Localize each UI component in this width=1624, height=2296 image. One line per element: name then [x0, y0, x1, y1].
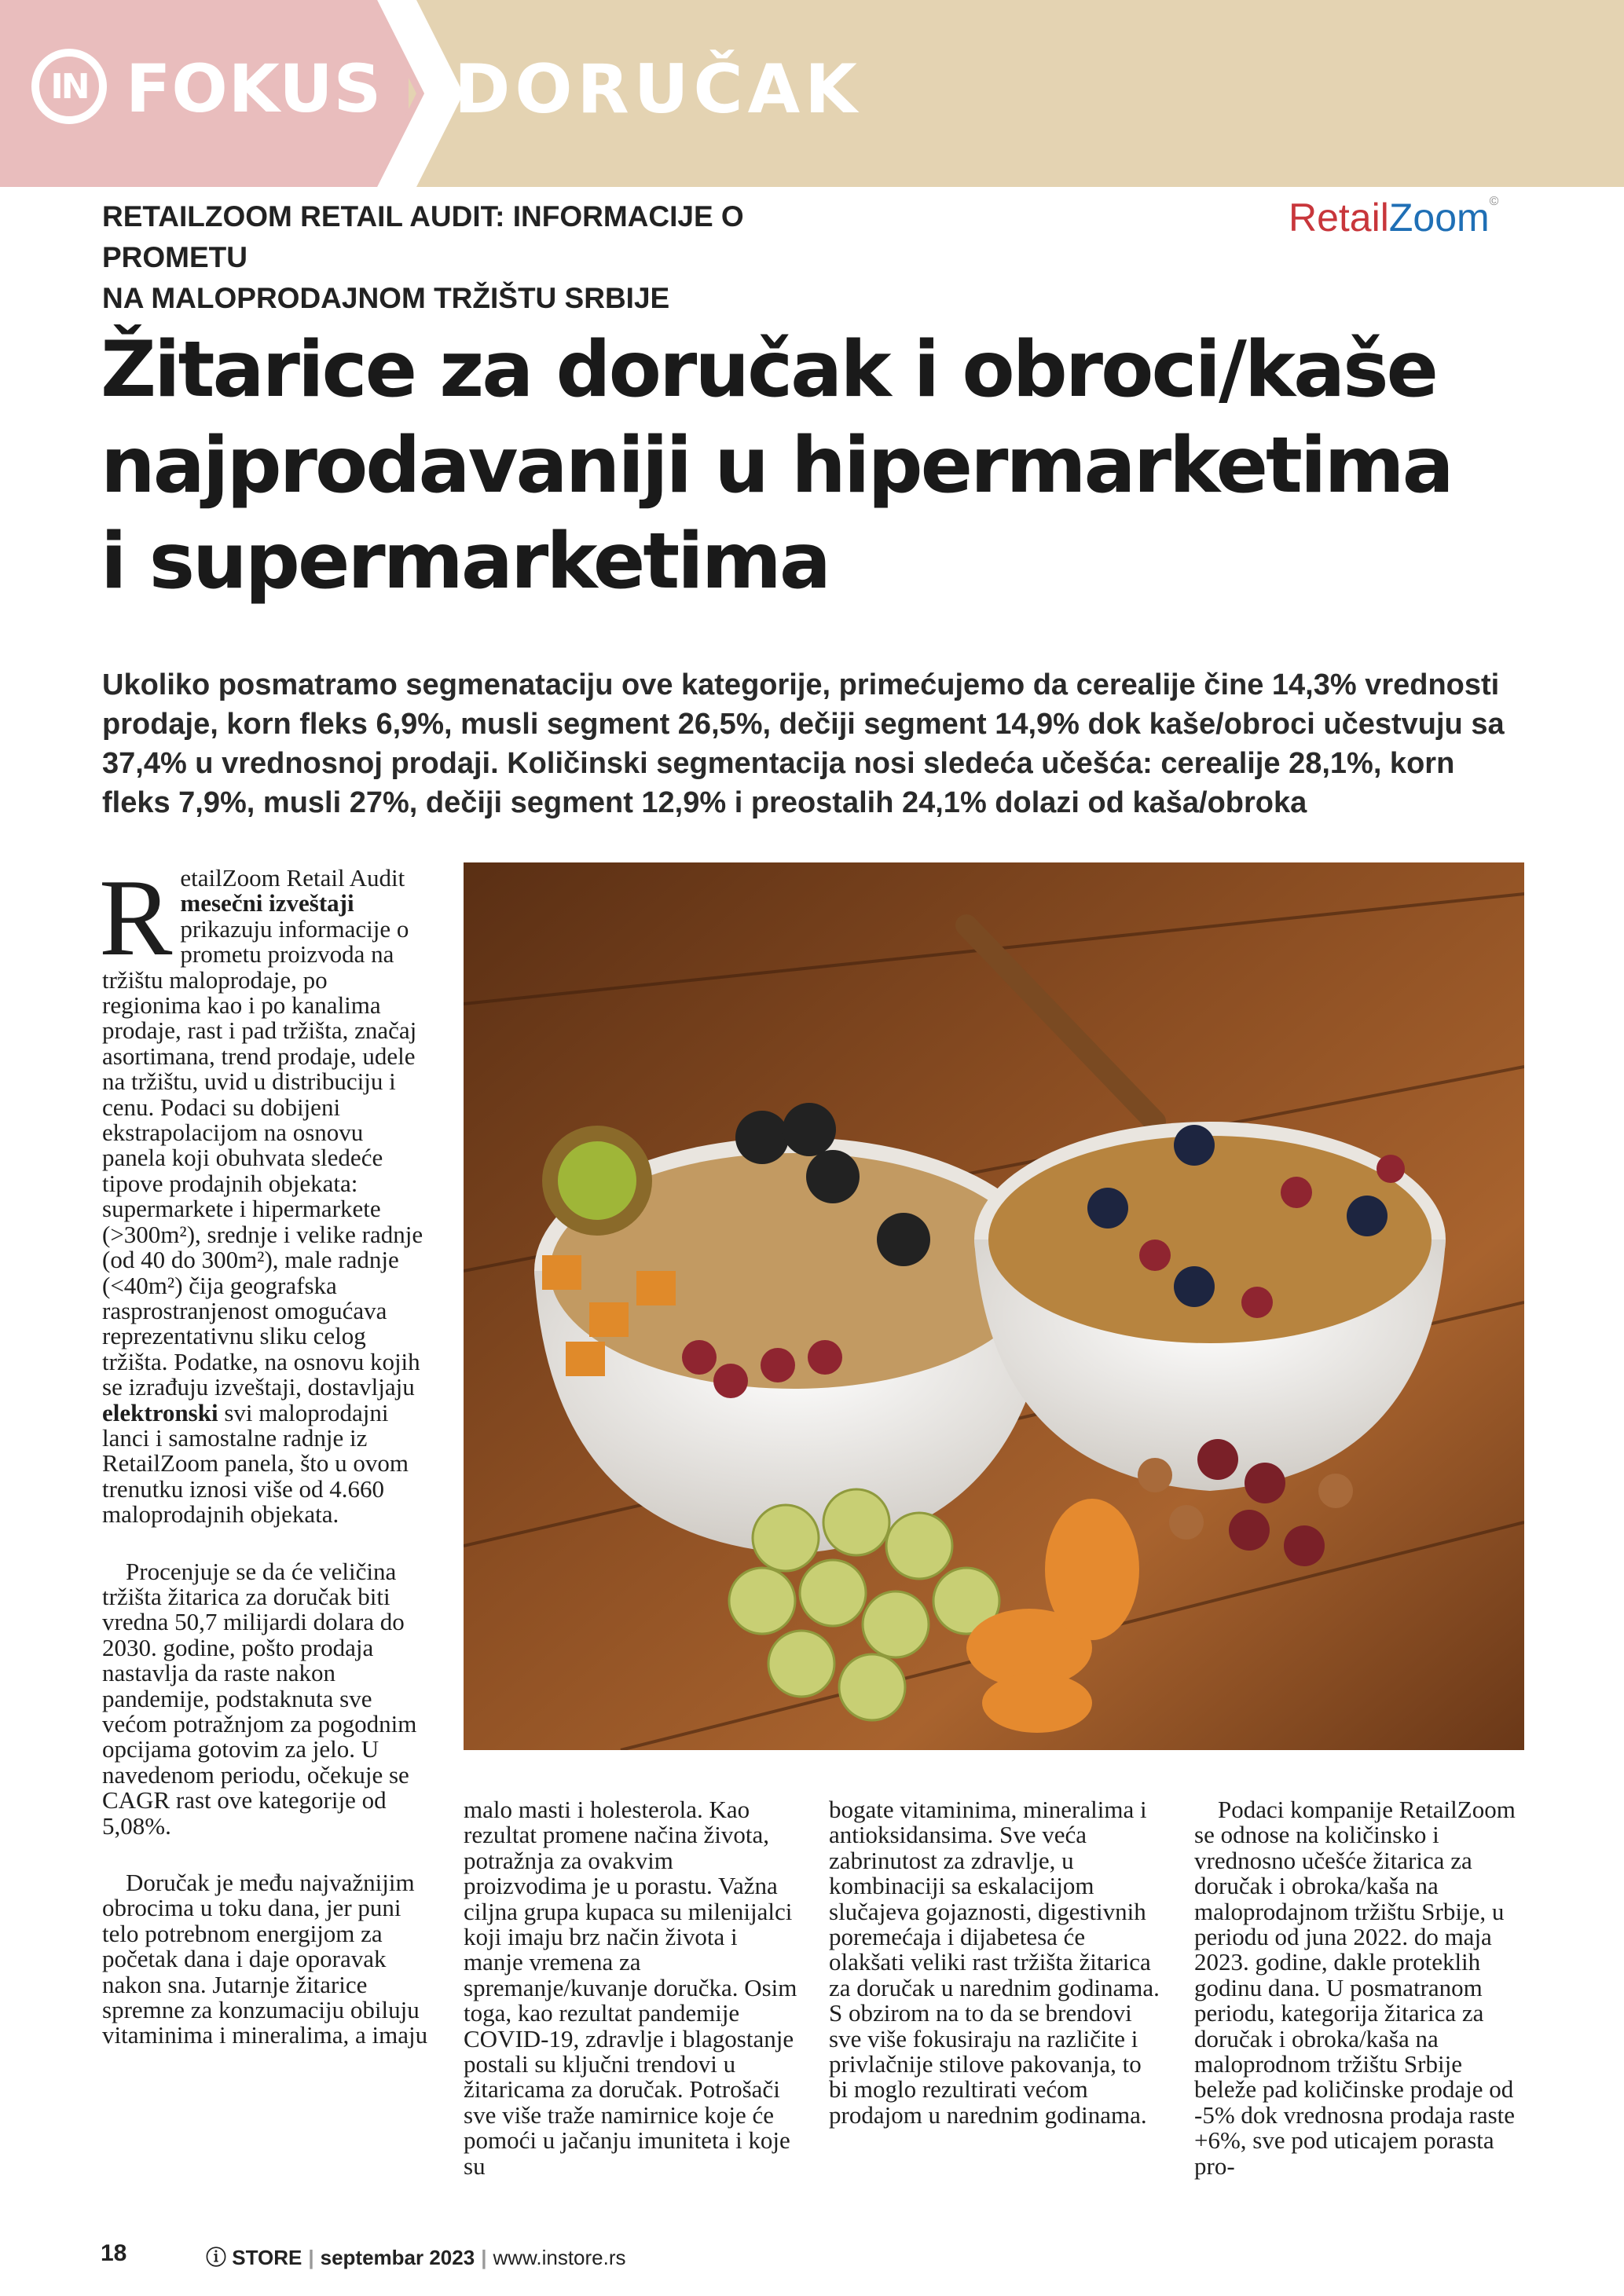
body-text: svi maloprodajni lanci i samostalne radnje iz RetailZoom panela, što u ovom trenutku iznosi više od 4.660 maloprodajnih objekata.	[102, 1398, 409, 1529]
body-column-4	[1194, 1797, 1528, 2210]
body-text: prikazuju informacije o prometu proizvoda na tržištu maloprodaje, po regionima kao i po kanalima prodaje, rast i pad tržišta, značaj asortimana, trend prodaje, udele na tržištu, uvid u distribuciju i cenu. Podaci su dobijeni ekstrapolacijom na osnovu panela koji obuhvata sledeće tipove prodajnih objekata: supermarkete i hipermarkete (>300m²), srednje i velike radnje (od 40 do 300m²), male radnje (<40m²) čija geografska rasprostranjenost omogućava reprezentativnu sliku celog tržišta. Podatke, na osnovu kojih se izrađuju izveštaji, dostavljaju	[102, 914, 423, 1401]
body-paragraph: Doručak je među najvažnijim obrocima u toku dana, jer puni telo potrebnom energijom za početak dana i daje oporavak nakon sna. Jutarnje žitarice spremne za konzumaciju obiluju vitaminima i mineralima, a imaju	[102, 1869, 428, 2049]
retailzoom-logo	[1289, 195, 1498, 240]
body-column-2	[464, 1797, 797, 2210]
body-paragraph: Podaci kompanije RetailZoom se odnose na količinsko i vrednosno učešće žitarica za doručak i obroka/kaša na maloprodajnom tržištu Srbije, u periodu od juna 2022. do maja 2023. godine, dakle proteklih godinu dana. U posmatranom periodu, kategorija žitarica za doručak i obroka/kaša na maloprodnom tržištu Srbije beleže pad količinske prodaje od -5% dok vrednosna prodaja raste +6%, sve pod uticajem porasta pro-	[1194, 1796, 1516, 2180]
article-kicker	[102, 196, 888, 319]
footer-url[interactable]: www.instore.rs	[493, 2246, 626, 2269]
footer-date: septembar 2023	[320, 2246, 475, 2269]
body-bold-text: mesečni izveštaji	[180, 889, 354, 917]
drop-cap: R	[99, 857, 173, 979]
body-text: etailZoom Retail Audit	[180, 864, 405, 892]
headline-line-2: najprodavaniji u hipermarketima	[101, 421, 1452, 511]
brand-part-2: Zoom	[1388, 196, 1490, 240]
body-paragraph	[99, 857, 432, 1529]
footer-separator: |	[481, 2246, 487, 2269]
footer-separator: |	[308, 2246, 314, 2269]
kicker-line-2: NA MALOPRODAJNOM TRŽIŠTU SRBIJE	[102, 282, 670, 314]
body-bold-text: elektronski	[102, 1398, 218, 1426]
body-column-1	[99, 857, 432, 2080]
headline-line-1: Žitarice za doručak i obroci/kaše	[101, 325, 1437, 415]
page-number: 18	[101, 2240, 127, 2266]
headline-line-3: i supermarketima	[101, 517, 830, 606]
footer-logo-text: STORE	[232, 2246, 302, 2269]
topic-label: DORUČAK	[454, 50, 862, 129]
breakfast-photo	[464, 862, 1524, 1750]
body-column-3	[829, 1797, 1163, 2159]
kicker-line-1: RETAILZOOM RETAIL AUDIT: INFORMACIJE O PROMETU	[102, 200, 744, 273]
footer-publication	[206, 2242, 626, 2271]
body-paragraph: Procenjuje se da će veličina tržišta žitarica za doručak biti vredna 50,7 milijardi dolara do 2030. godine, pošto prodaja nastavlja da raste nakon pandemije, podstaknuta sve većom potražnjom za pogodnim opcijama gotovim za jelo. U navedenom periodu, očekuje se CAGR rast ove kategorije od 5,08%.	[102, 1557, 417, 1840]
article-headline	[101, 322, 1562, 610]
registered-icon: ©	[1489, 195, 1499, 208]
article-lead: Ukoliko posmatramo segmenataciju ove kategorije, primećujemo da cerealije čine 14,3% vrednosti prodaje, korn fleks 6,9%, musli segment 26,5%, dečiji segment 14,9% dok kaše/obroci učestvuju sa 37,4% u vrednosnoj prodaji. Količinski segmentacija nosi sledeća učešća: cerealije 28,1%, korn fleks 7,9%, musli 27%, dečiji segment 12,9% i preostalih 24,1% dolazi od kaša/obroka	[102, 668, 1505, 819]
body-paragraph: malo masti i holesterola. Kao rezultat promene načina života, potražnja za ovakvim proizvodima je u porastu. Važna ciljna grupa kupaca su milenijalci koji imaju brz način života i manje vremena za spremanje/kuvanje doručka. Osim toga, kao rezultat pandemije COVID-19, zdravlje i blagostanje postali su ključni trendovi u žitaricama za doručak. Potrošači sve više traže namirnice koje će pomoći u jačanju imuniteta i koje su	[464, 1796, 797, 2180]
section-label: FOKUS	[126, 50, 383, 127]
instore-logo-icon: IN	[31, 49, 107, 124]
store-logo-icon: ⓘ	[206, 2246, 233, 2269]
body-paragraph: bogate vitaminima, mineralima i antioksidansima. Sve veća zabrinutost za zdravlje, u kombinaciji sa eskalacijom slučajeva gojaznosti, digestivnih poremećaja i dijabetesa će olakšati veliki rast tržišta žitarica za doručak u narednim godinama. S obzirom na to da se brendovi sve više fokusiraju na različite i privlačnije stilove pakovanja, to bi moglo rezultirati većom prodajom u narednim godinama.	[829, 1796, 1160, 2129]
brand-part-1: Retail	[1289, 196, 1389, 240]
